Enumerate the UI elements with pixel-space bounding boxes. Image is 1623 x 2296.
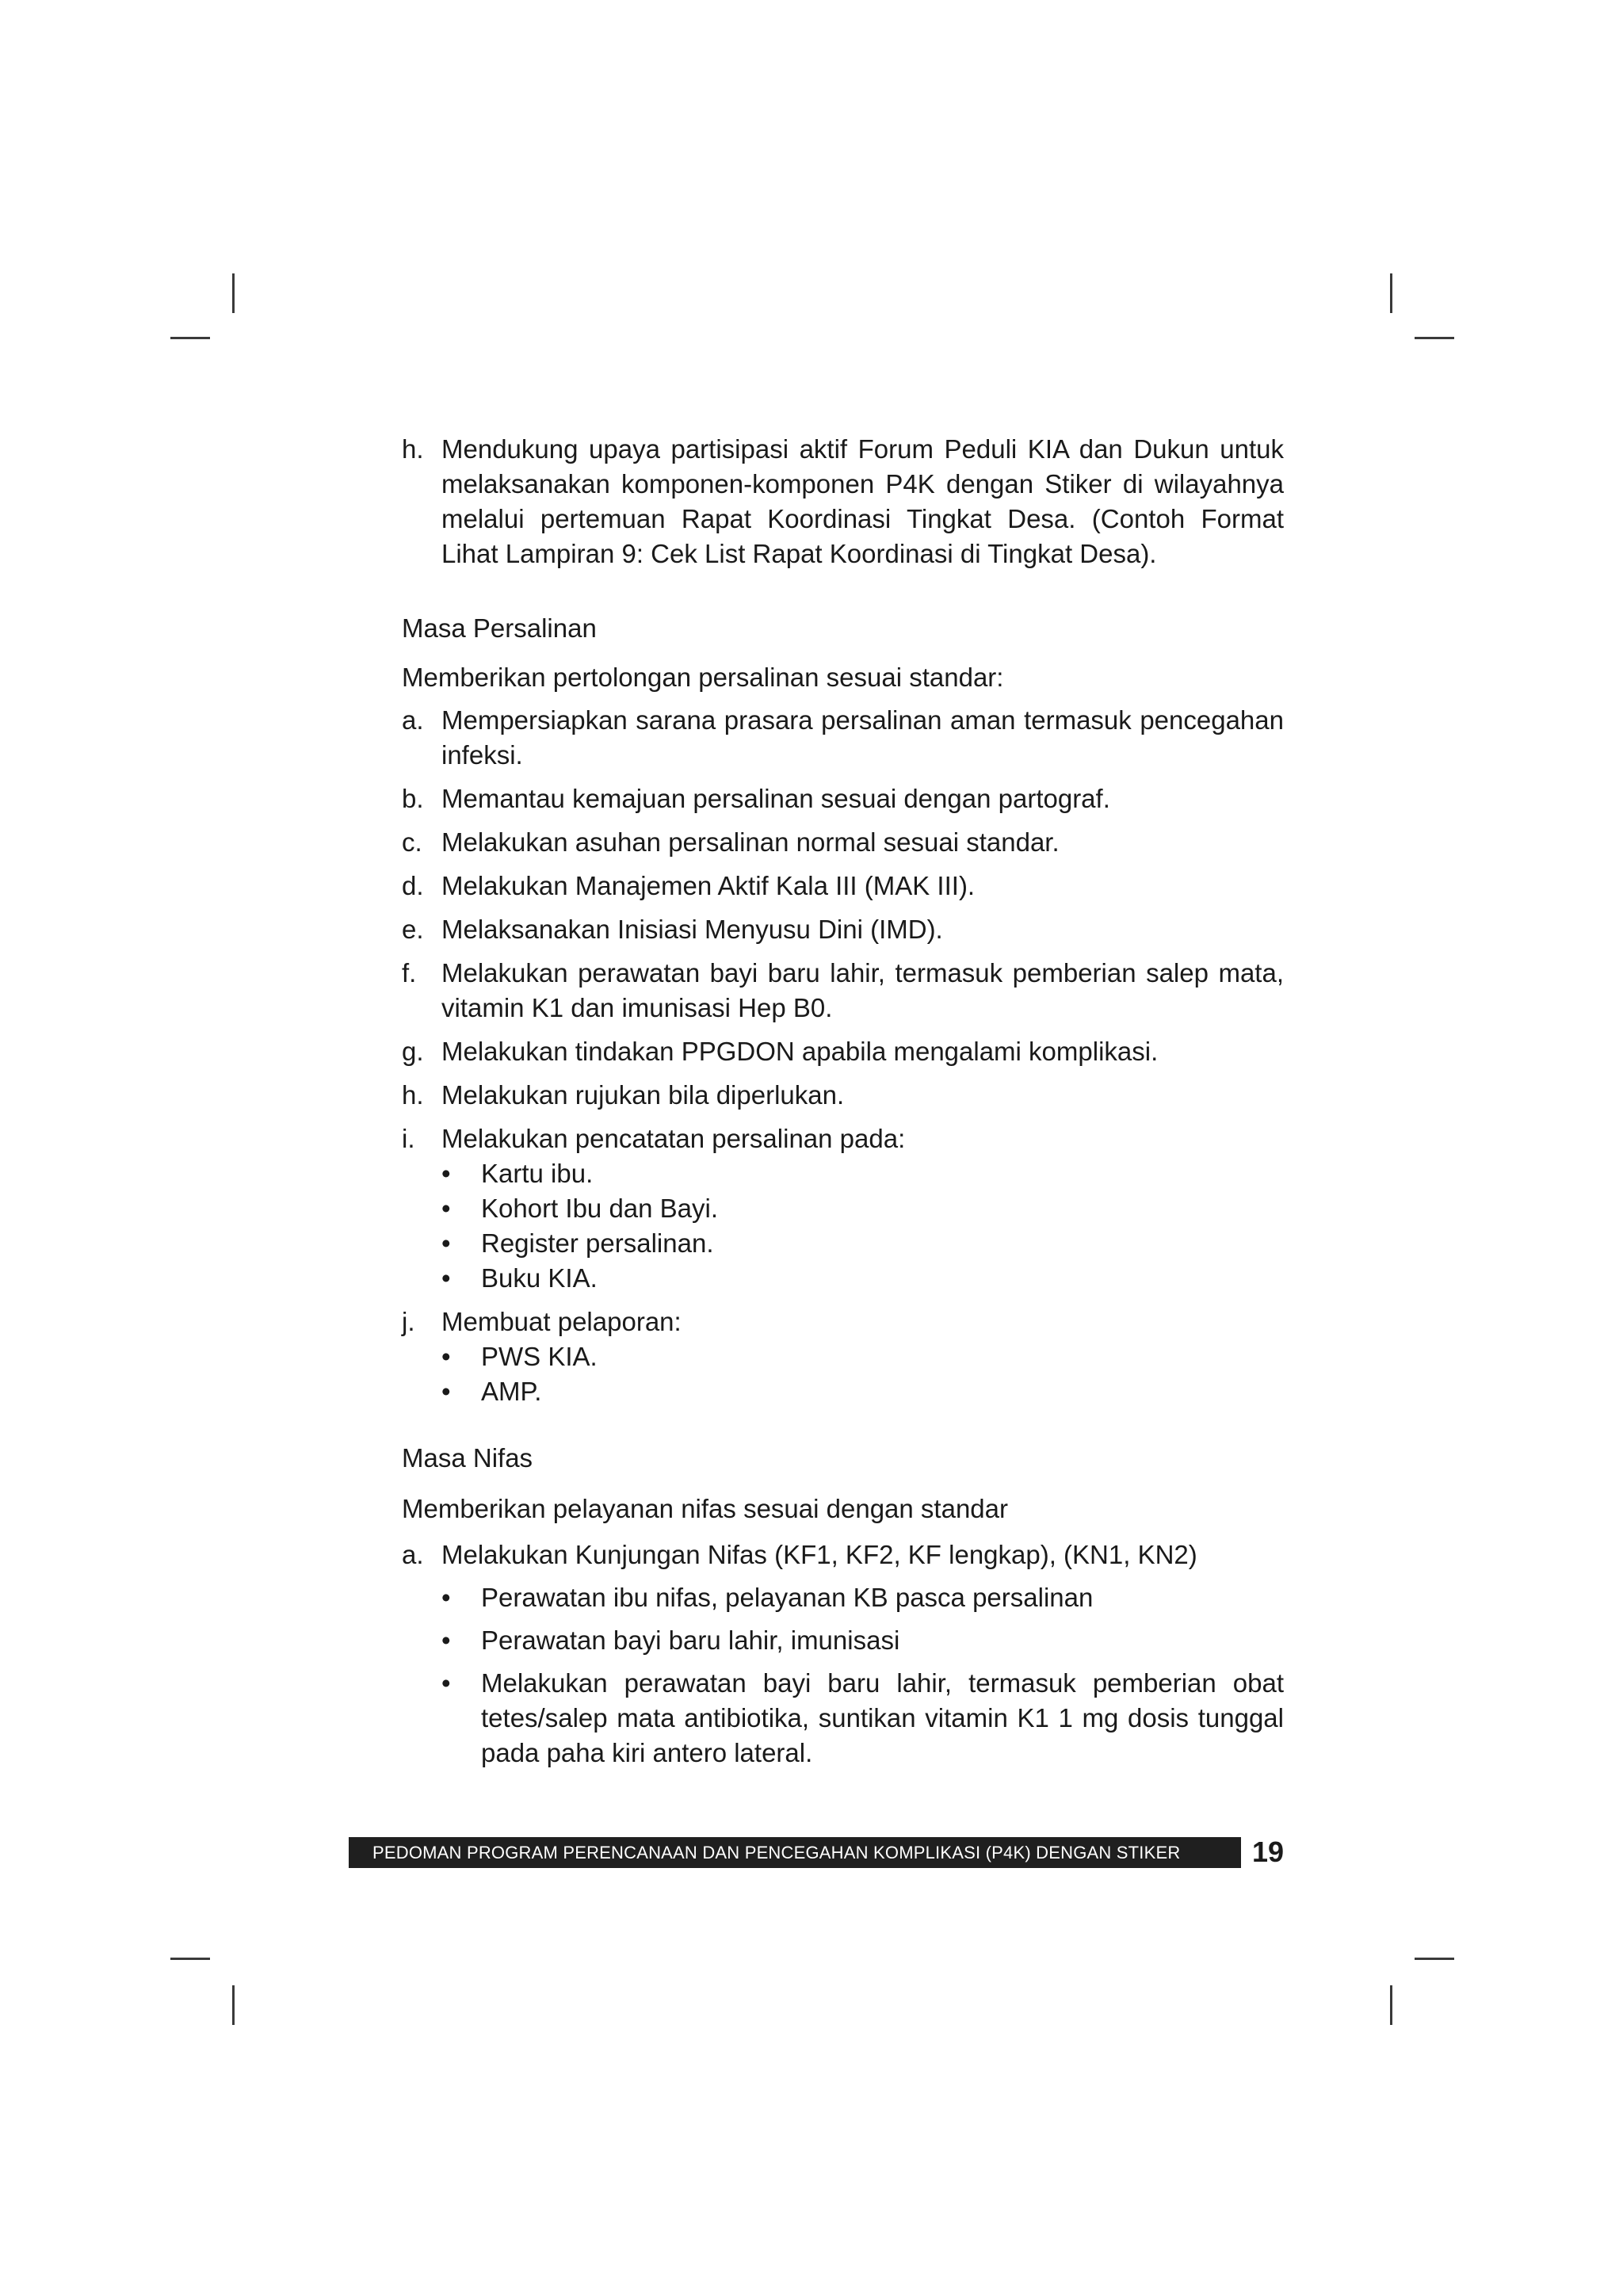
- section-intro-persalinan: Memberikan pertolongan persalinan sesuai standar:: [402, 663, 1004, 692]
- list-item: [402, 1078, 1284, 1113]
- crop-mark-bottom-right-horizontal: [1415, 1958, 1454, 1960]
- item-marker: c.: [402, 827, 422, 857]
- footer-bar: [349, 1837, 1241, 1868]
- crop-mark-top-left-vertical: [232, 273, 235, 313]
- kunjungan-nifas-bullet-list: [441, 1580, 1284, 1771]
- item-text: Melakukan Kunjungan Nifas (KF1, KF2, KF lengkap), (KN1, KN2): [441, 1540, 1197, 1569]
- bullet-item: [441, 1374, 1284, 1409]
- list-item: [402, 1034, 1284, 1069]
- bullet-item: [441, 1191, 1284, 1226]
- bullet-item: [441, 1156, 1284, 1191]
- persalinan-list: [402, 703, 1284, 1409]
- list-item: [402, 1121, 1284, 1156]
- list-item-h-forum-peduli: [402, 432, 1284, 571]
- item-text: Melakukan perawatan bayi baru lahir, termasuk pemberian salep mata, vitamin K1 dan imunisasi Hep B0.: [441, 958, 1284, 1022]
- page-number: 19: [1252, 1836, 1285, 1868]
- list-item: [402, 1305, 1284, 1339]
- list-item: [402, 912, 1284, 947]
- bullet-item: [441, 1623, 1284, 1658]
- nifas-list: [402, 1538, 1284, 1771]
- bullet-icon: •: [441, 1194, 451, 1223]
- item-marker: a.: [402, 705, 424, 735]
- item-text: Melakukan asuhan persalinan normal sesuai standar.: [441, 827, 1060, 857]
- item-text: Melaksanakan Inisiasi Menyusu Dini (IMD).: [441, 915, 943, 944]
- item-marker: j.: [402, 1307, 415, 1336]
- bullet-text: Buku KIA.: [481, 1263, 598, 1293]
- bullet-icon: •: [441, 1228, 451, 1258]
- section-intro-nifas: Memberikan pelayanan nifas sesuai dengan standar: [402, 1494, 1008, 1523]
- item-marker: i.: [402, 1124, 415, 1153]
- pelaporan-bullet-list: [441, 1339, 1284, 1409]
- item-text: Melakukan rujukan bila diperlukan.: [441, 1080, 845, 1110]
- bullet-icon: •: [441, 1583, 451, 1612]
- item-marker: h.: [402, 1080, 424, 1110]
- pencatatan-bullet-list: [441, 1156, 1284, 1296]
- bullet-icon: •: [441, 1668, 451, 1698]
- bullet-item: [441, 1339, 1284, 1374]
- item-text: Melakukan tindakan PPGDON apabila mengalami komplikasi.: [441, 1037, 1159, 1066]
- item-marker: e.: [402, 915, 424, 944]
- list-item: [402, 956, 1284, 1026]
- crop-mark-bottom-left-vertical: [232, 1985, 235, 2025]
- section-heading-masa-persalinan: Masa Persalinan: [402, 613, 597, 643]
- list-item: [402, 869, 1284, 904]
- bullet-item: [441, 1666, 1284, 1771]
- bullet-text: Perawatan ibu nifas, pelayanan KB pasca persalinan: [481, 1583, 1094, 1612]
- crop-mark-top-left-horizontal: [170, 337, 210, 339]
- item-text: Melakukan Manajemen Aktif Kala III (MAK III).: [441, 871, 976, 900]
- item-text: Melakukan pencatatan persalinan pada:: [441, 1124, 906, 1153]
- bullet-item: [441, 1580, 1284, 1615]
- item-marker: d.: [402, 871, 424, 900]
- bullet-icon: •: [441, 1263, 451, 1293]
- item-marker: f.: [402, 958, 417, 988]
- crop-mark-bottom-left-horizontal: [170, 1958, 210, 1960]
- item-marker: h.: [402, 434, 424, 464]
- bullet-icon: •: [441, 1626, 451, 1655]
- bullet-text: Melakukan perawatan bayi baru lahir, termasuk pemberian obat tetes/salep mata antibiotika, suntikan vitamin K1 1 mg dosis tunggal pada paha kiri antero lateral.: [481, 1668, 1284, 1767]
- item-text: Mempersiapkan sarana prasara persalinan aman termasuk pencegahan infeksi.: [441, 705, 1284, 770]
- bullet-text: Perawatan bayi baru lahir, imunisasi: [481, 1626, 900, 1655]
- list-item: [402, 825, 1284, 860]
- item-text: Mendukung upaya partisipasi aktif Forum Peduli KIA dan Dukun untuk melaksanakan komponen-komponen P4K dengan Stiker di wilayahnya melalui pertemuan Rapat Koordinasi Tingkat Desa. (Contoh Format Lihat Lampiran 9: Cek List Rapat Koordinasi di Tingkat Desa).: [441, 434, 1284, 568]
- bullet-item: [441, 1226, 1284, 1261]
- bullet-text: Register persalinan.: [481, 1228, 714, 1258]
- item-text: Membuat pelaporan:: [441, 1307, 682, 1336]
- page-content: [402, 432, 1284, 1771]
- bullet-text: PWS KIA.: [481, 1342, 598, 1371]
- crop-mark-bottom-right-vertical: [1390, 1985, 1392, 2025]
- list-item: [402, 703, 1284, 773]
- bullet-text: Kohort Ibu dan Bayi.: [481, 1194, 719, 1223]
- bullet-text: AMP.: [481, 1377, 542, 1406]
- list-item: [402, 781, 1284, 816]
- bullet-item: [441, 1261, 1284, 1296]
- bullet-icon: •: [441, 1159, 451, 1188]
- bullet-icon: •: [441, 1377, 451, 1406]
- item-text: Memantau kemajuan persalinan sesuai dengan partograf.: [441, 784, 1110, 813]
- item-marker: b.: [402, 784, 424, 813]
- bullet-icon: •: [441, 1342, 451, 1371]
- list-item: [402, 1538, 1284, 1572]
- footer-title: PEDOMAN PROGRAM PERENCANAAN DAN PENCEGAHAN KOMPLIKASI (P4K) DENGAN STIKER: [372, 1842, 1181, 1862]
- item-marker: g.: [402, 1037, 424, 1066]
- item-marker: a.: [402, 1540, 424, 1569]
- crop-mark-top-right-horizontal: [1415, 337, 1454, 339]
- section-heading-masa-nifas: Masa Nifas: [402, 1443, 533, 1473]
- crop-mark-top-right-vertical: [1390, 273, 1392, 313]
- bullet-text: Kartu ibu.: [481, 1159, 594, 1188]
